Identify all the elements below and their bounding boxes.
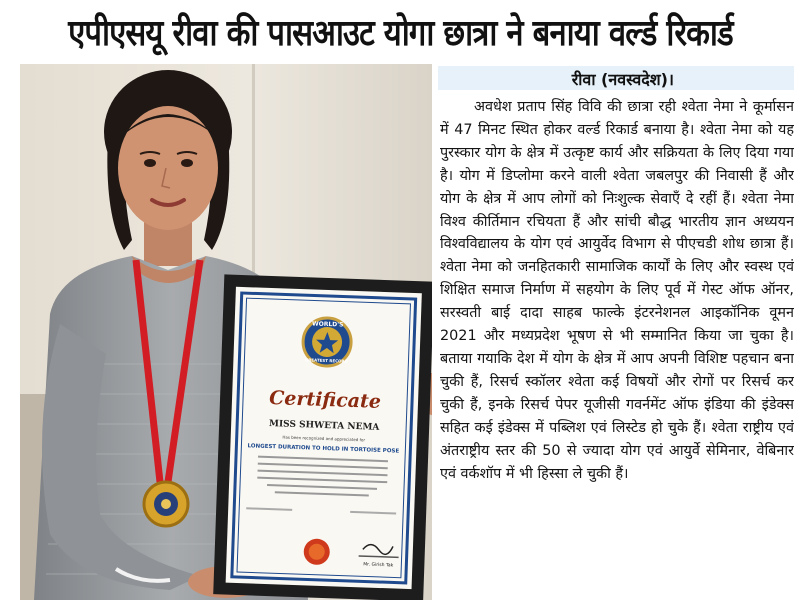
certificate-recipient: MISS SHWETA NEMA (268, 419, 380, 433)
dateline-text: रीवा (नवस्वदेश)। (571, 70, 674, 89)
certificate-title: Certificate (268, 387, 382, 413)
seal-top-text: WORLD'S (311, 320, 344, 329)
seal-bottom-text: GREATEST RECORD (304, 357, 348, 364)
certificate-signatory: Mr. Girish Tak (363, 562, 394, 569)
article-paragraph: अवधेश प्रताप सिंह विवि की छात्रा रही श्वेता नेमा ने कूर्मासन में 47 मिनट स्थित होकर वर्ल्ड रिकार्ड बनाया है। श्वेता नेमा को यह पुरस्कार योग के क्षेत्र में उत्कृष्ट कार्य और सक्रियता के लिए दिया गया है। योग में डिप्लोमा करने वाली श्वेता जबलपुर की निवासी हैं और योग के क्षेत्र में आप लोगों को निःशुल्क सेवाएँ दे रहीं हैं। श्वेता नेमा विश्व कीर्तिमान रचियता हैं और सांची बौद्ध भारतीय ज्ञान अध्ययन विश्वविद्यालय के योग एवं आयुर्वेद विभाग से पीएचडी शोध छात्रा हैं। श्वेता नेमा को जनहितकारी सामाजिक कार्यों के लिए और स्वस्थ एवं शिक्षित समाज निर्माण में सहयोग के लिए पूर्व में गेस्ट ऑफ ऑनर, सरस्वती बाई दादा साहब फाल्के इंटरनेशनल आइकॉनिक वूमन 2021 और मध्यप्रदेश भूषण से भी सम्मानित किया जा चुका है। बताया गयाकि देश में योग के क्षेत्र में आप अपनी विशिष्ट पहचान बना चुकी हैं, रिसर्च स्कॉलर श्वेता कई विषयों और रोगों पर रिसर्च कर चुकी हैं, इनके रिसर्च पेपर यूजीसी गवर्नमेंट ऑफ इंडिया की इंडेक्स सहित कई इंडेक्स में पब्लिश एवं लिस्टेड हो चुके हैं। श्वेता राष्ट्रीय एवं अंतराष्ट्रीय स्तर की 50 से ज्यादा योग एवं आयुर्वे सेमिनार, वेबिनार एवं वर्कशॉप में भी हिस्सा ले चुकी हैं। (440, 99, 794, 482)
dateline-bar (438, 66, 794, 90)
headline (0, 0, 800, 62)
news-photo (20, 64, 432, 600)
certificate-achievement: LONGEST DURATION TO HOLD IN TORTOISE POSE (247, 443, 400, 455)
certificate-intro: Has been recognized and appreciated for (282, 434, 366, 443)
article-body (440, 96, 794, 600)
headline-text: एपीएसयू रीवा की पासआउट योगा छात्रा ने बनाया वर्ल्ड रिकार्ड (67, 12, 733, 54)
face (118, 106, 218, 230)
